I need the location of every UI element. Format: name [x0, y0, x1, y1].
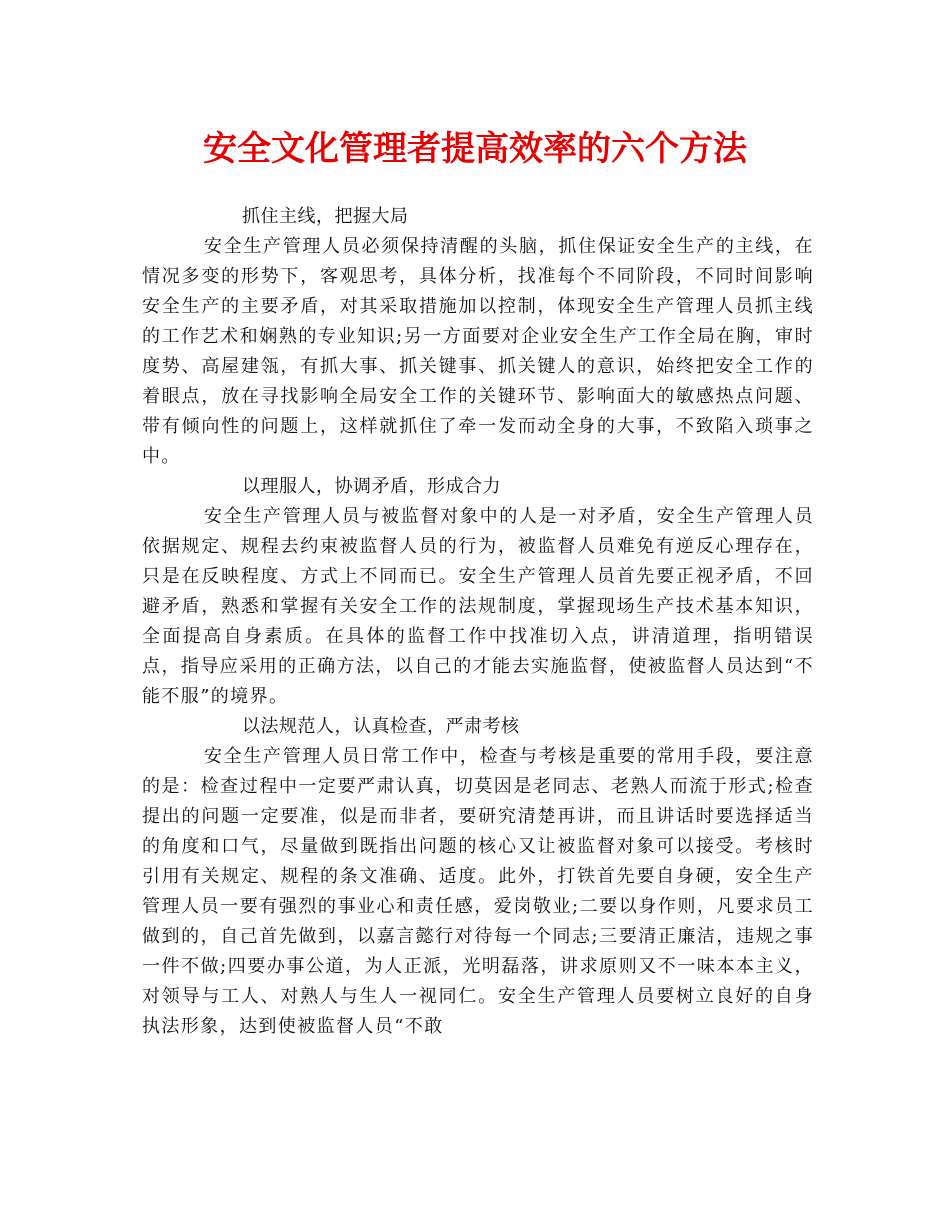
section-heading-1: 抓住主线，把握大局	[242, 206, 409, 227]
section-heading-2: 以理服人，协调矛盾，形成合力	[242, 476, 501, 497]
section-paragraph-3: 安全生产管理人员日常工作中，检查与考核是重要的常用手段，要注意的是：检查过程中一定要严肃认真，切莫因是老同志、老熟人而流于形式;检查提出的问题一定要准，似是而非者，要研究清楚再讲，而且讲话时要选择适当的角度和口气，尽量做到既指出问题的核心又让被监督对象可以接受。考核时引用有关规定、规程的条文准确、适度。此外，打铁首先要自身硬，安全生产管理人员一要有强烈的事业心和责任感，爱岗敬业;二要以身作则，凡要求员工做到的，自己首先做到，以嘉言懿行对待每一个同志;三要清正廉洁，违规之事一件不做;四要办事公道，为人正派，光明磊落，讲求原则又不一味本本主义，对领导与工人、对熟人与生人一视同仁。安全生产管理人员要树立良好的自身执法形象，达到使被监督人员“不敢	[142, 746, 814, 1037]
document-title: 安全文化管理者提高效率的六个方法	[203, 129, 747, 169]
section-heading-3: 以法规范人，认真检查，严肃考核	[242, 716, 520, 737]
document-body	[142, 202, 814, 1042]
section-paragraph-2: 安全生产管理人员与被监督对象中的人是一对矛盾，安全生产管理人员依据规定、规程去约束被监督人员的行为，被监督人员难免有逆反心理存在，只是在反映程度、方式上不同而已。安全生产管理人员首先要正视矛盾，不回避矛盾，熟悉和掌握有关安全工作的法规制度，掌握现场生产技术基本知识，全面提高自身素质。在具体的监督工作中找准切入点，讲清道理，指明错误点，指导应采用的正确方法，以自己的才能去实施监督，使被监督人员达到“不能不服”的境界。	[142, 506, 814, 707]
section-paragraph-1: 安全生产管理人员必须保持清醒的头脑，抓住保证安全生产的主线，在情况多变的形势下，客观思考，具体分析，找准每个不同阶段，不同时间影响安全生产的主要矛盾，对其采取措施加以控制，体现安全生产管理人员抓主线的工作艺术和娴熟的专业知识;另一方面要对企业安全生产工作全局在胸，审时度势、高屋建瓴，有抓大事、抓关键事、抓关键人的意识，始终把安全工作的着眼点，放在寻找影响全局安全工作的关键环节、影响面大的敏感热点问题、带有倾向性的问题上，这样就抓住了牵一发而动全身的大事，不致陷入琐事之中。	[142, 236, 814, 467]
